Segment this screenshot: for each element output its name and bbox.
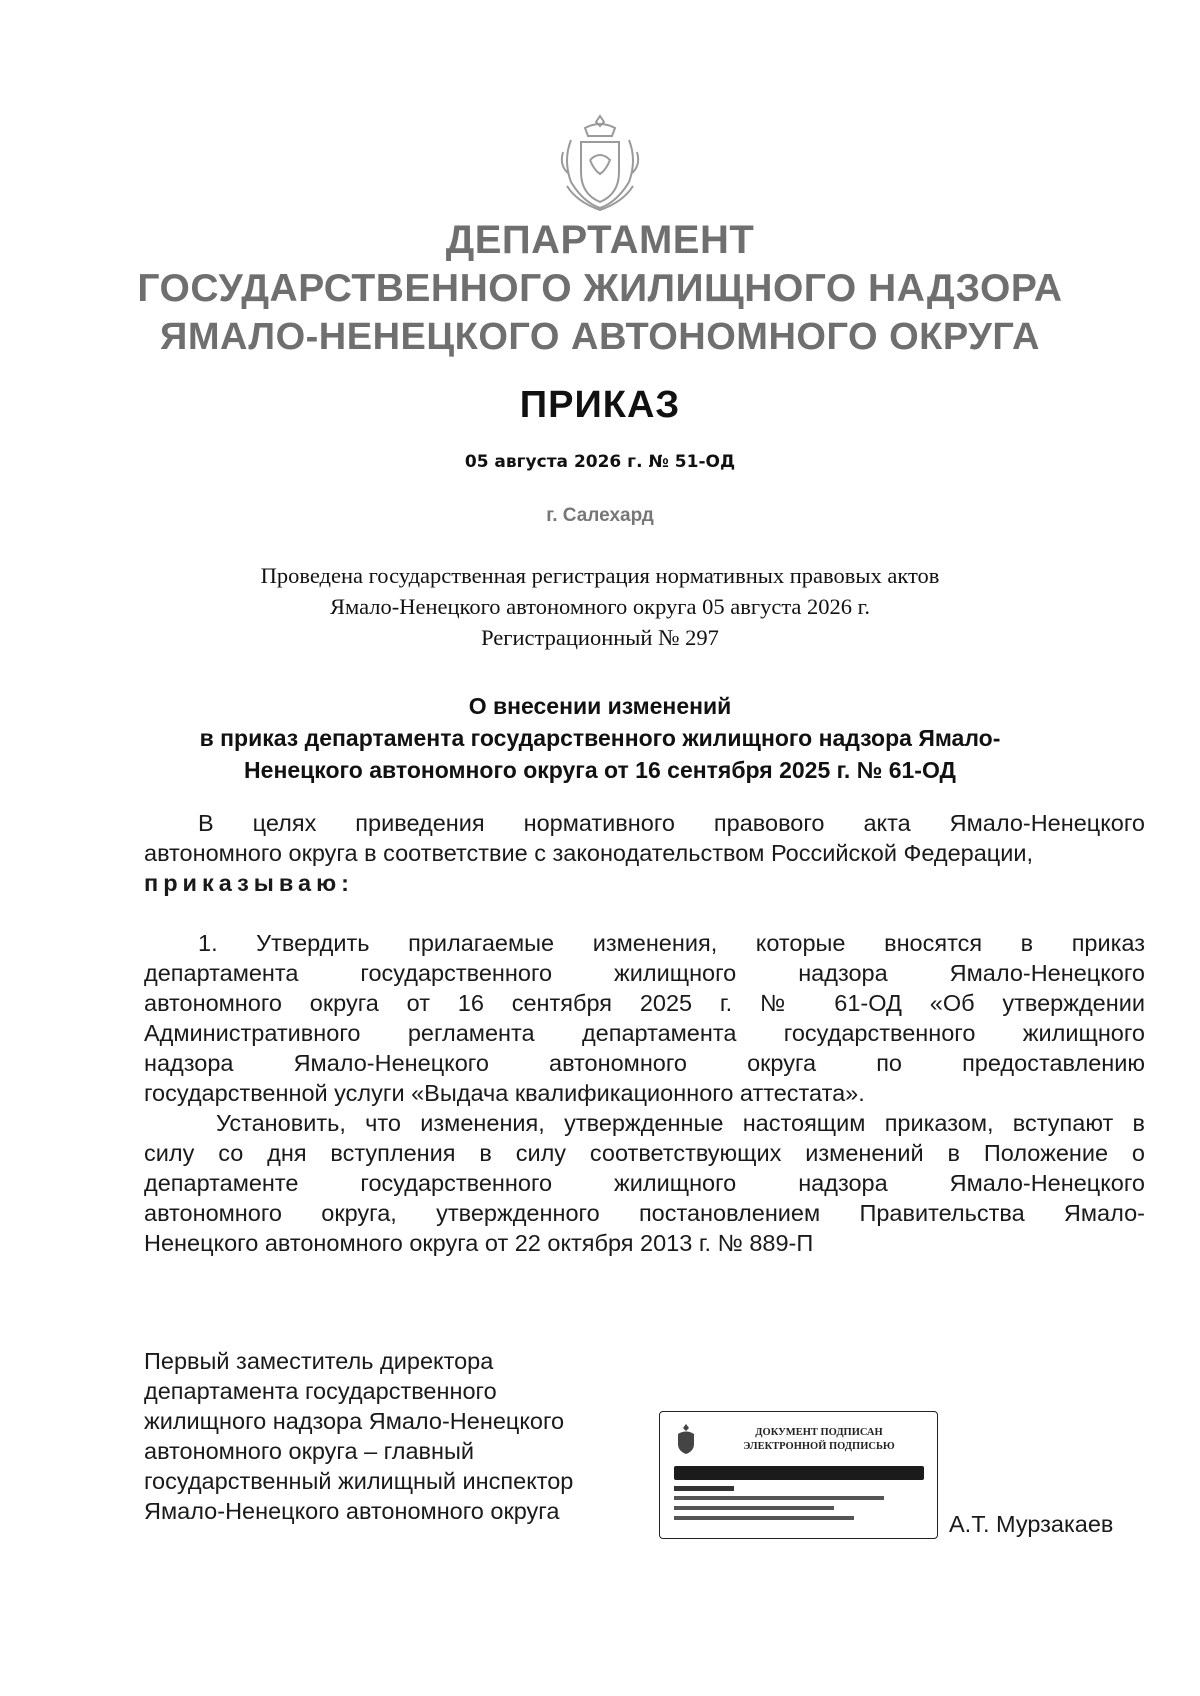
signer-position-line: жилищного надзора Ямало-Ненецкого [144, 1408, 565, 1434]
subject-line: Ненецкого автономного округа от 16 сентября 2025 г. № 61-ОД [244, 757, 956, 783]
item-1-paragraph [144, 928, 1145, 1108]
preamble-paragraph [144, 808, 1145, 898]
signer-position-line: автономного округа – главный [144, 1438, 474, 1464]
signer-position-line: департамента государственного [144, 1378, 497, 1404]
stamp-detail-line [674, 1506, 834, 1510]
stamp-detail-line [674, 1516, 854, 1520]
department-title-line1: ДЕПАРТАМЕНТ [445, 218, 755, 262]
item-2-line: департаменте государственного жилищного надзора Ямало-Ненецкого [144, 1170, 1145, 1196]
stamp-detail-line [674, 1496, 884, 1500]
order-verb: приказываю: [144, 870, 354, 896]
department-title-line2: ГОСУДАРСТВЕННОГО ЖИЛИЩНОГО НАДЗОРА [137, 267, 1063, 310]
order-date-number: 05 августа 2026 г. № 51-ОД [464, 452, 736, 472]
signer-name: А.Т. Мурзакаев [949, 1511, 1114, 1537]
city-name: г. Салехард [546, 505, 654, 526]
item-2-paragraph [144, 1108, 1145, 1258]
signer-position-line: государственный жилищный инспектор [144, 1468, 574, 1494]
item-1-line: Административного регламента департамента государственного жилищного [144, 1020, 1145, 1046]
stamp-certificate-bar [674, 1466, 924, 1480]
stamp-title-line: ЭЛЕКТРОННОЙ ПОДПИСЬЮ [743, 1441, 895, 1452]
document-type-heading: ПРИКАЗ [519, 384, 681, 426]
stamp-emblem-icon [674, 1422, 698, 1456]
registration-note [0, 560, 1200, 653]
stamp-title-line: ДОКУМЕНТ ПОДПИСАН [755, 1427, 883, 1438]
item-2-line: Ненецкого автономного округа от 22 октября 2013 г. № 889-П [144, 1230, 814, 1256]
coat-of-arms-emblem [557, 112, 643, 214]
signer-position-line: Первый заместитель директора [144, 1348, 494, 1374]
item-1-line: надзора Ямало-Ненецкого автономного округа по предоставлению [144, 1050, 1145, 1076]
registration-line: Проведена государственная регистрация нормативных правовых актов [260, 563, 940, 588]
stamp-detail-line [674, 1486, 734, 1491]
signer-position-line: Ямало-Ненецкого автономного округа [144, 1498, 560, 1524]
electronic-signature-stamp [659, 1411, 938, 1539]
item-1-line: государственной услуги «Выдача квалификационного аттестата». [144, 1080, 865, 1106]
preamble-line: В целях приведения нормативного правового акта Ямало-Ненецкого [198, 810, 1145, 836]
stamp-title [708, 1426, 930, 1454]
preamble-line: автономного округа в соответствие с законодательством Российской Федерации, [144, 840, 1034, 866]
item-2-line: силу со дня вступления в силу соответствующих изменений в Положение о [144, 1140, 1145, 1166]
registration-line: Регистрационный № 297 [481, 625, 719, 650]
registration-line: Ямало-Ненецкого автономного округа 05 августа 2026 г. [330, 594, 870, 619]
signer-position [144, 1346, 573, 1526]
subject-line: в приказ департамента государственного жилищного надзора Ямало- [199, 725, 1001, 751]
item-2-line: автономного округа, утвержденного постановлением Правительства Ямало- [144, 1200, 1145, 1226]
item-1-line: департамента государственного жилищного надзора Ямало-Ненецкого [144, 960, 1145, 986]
order-subject [0, 690, 1200, 786]
subject-line: О внесении изменений [468, 693, 732, 719]
department-title-line3: ЯМАЛО-НЕНЕЦКОГО АВТОНОМНОГО ОКРУГА [160, 316, 1040, 358]
item-2-line: Установить, что изменения, утвержденные настоящим приказом, вступают в [216, 1110, 1145, 1136]
item-1-line: автономного округа от 16 сентября 2025 г. № 61-ОД «Об утверждении [144, 990, 1145, 1016]
item-1-line: 1. Утвердить прилагаемые изменения, которые вносятся в приказ [198, 930, 1145, 956]
